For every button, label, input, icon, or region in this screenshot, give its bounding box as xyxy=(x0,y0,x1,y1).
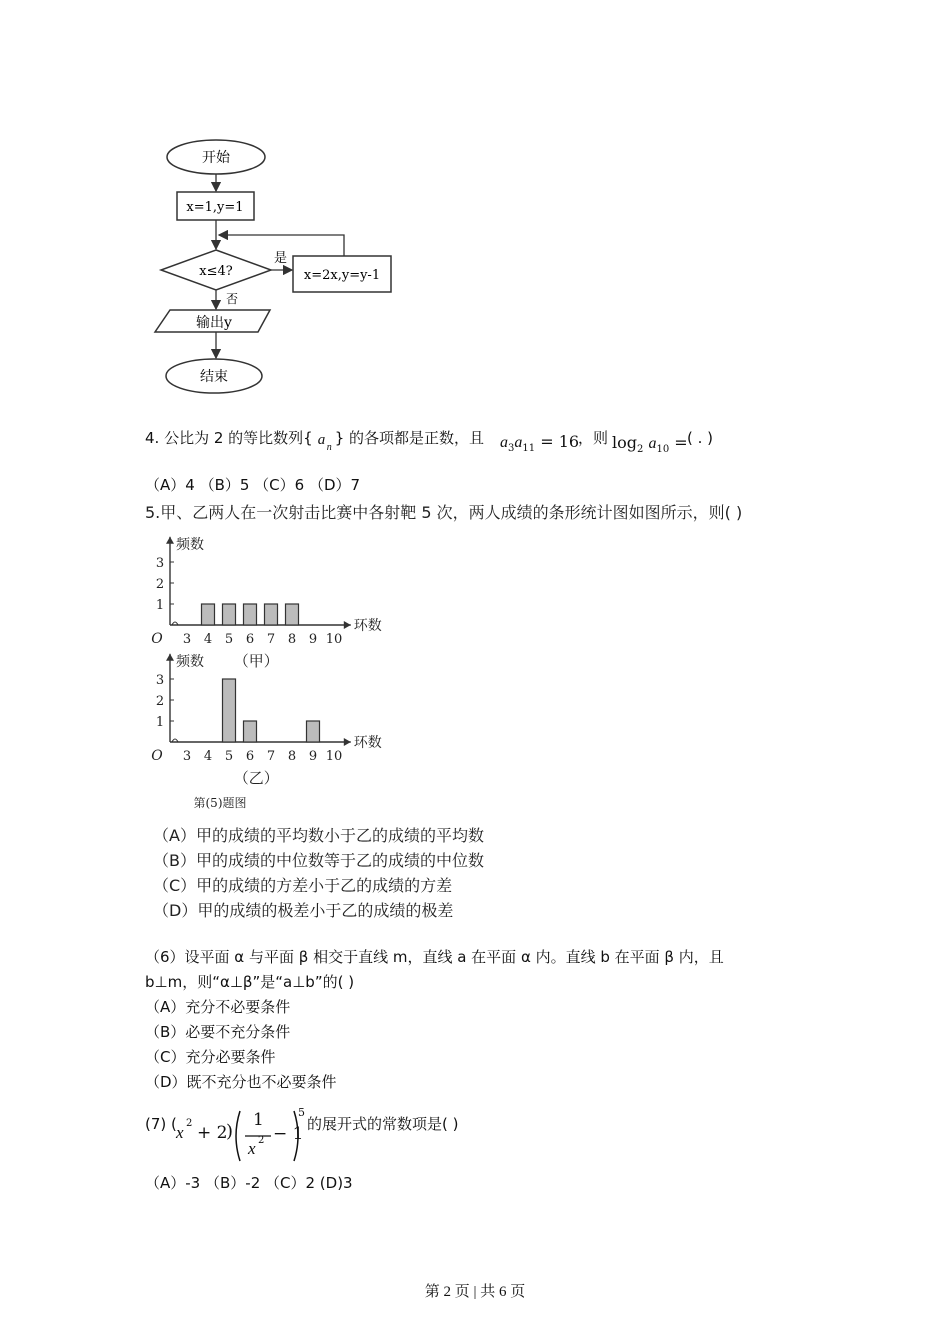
chart-1-ytick-label: 2 xyxy=(155,694,165,709)
q7-num: 1 xyxy=(253,1110,264,1130)
q4-cond-a3: a xyxy=(500,434,508,451)
chart-1-ytick-label: 3 xyxy=(155,673,165,688)
chart-0-xtick-label: 10 xyxy=(325,632,343,647)
q4-stem-a: 4. 公比为 2 的等比数列{ xyxy=(145,429,313,447)
chart-0-y-arrow xyxy=(166,537,174,544)
q4-seq: a xyxy=(317,432,326,448)
q5-stem: 5.甲、乙两人在一次射击比赛中各射靶 5 次，两人成绩的条形统计图如图所示，则( ) xyxy=(145,503,743,522)
q4-options: （A）4 （B）5 （C）6 （D）7 xyxy=(145,476,361,494)
q4-cond-eq: = 16 xyxy=(540,432,580,451)
chart-0-xtick-label: 9 xyxy=(308,632,318,647)
chart-0-xlabel: 环数 xyxy=(353,618,382,634)
chart-0-xtick-label: 3 xyxy=(182,632,192,647)
q4-stem xyxy=(145,427,485,453)
q7-expression xyxy=(176,1106,306,1164)
chart-0-bar xyxy=(223,604,236,625)
chart-0-xtick-label: 7 xyxy=(266,632,276,647)
chart-1-xtick-label: 4 xyxy=(203,749,213,764)
q5-option-b: （B）甲的成绩的中位数等于乙的成绩的中位数 xyxy=(153,851,484,870)
chart-0-bar xyxy=(244,604,257,625)
page-footer: 第 2 页 | 共 6 页 xyxy=(424,1284,526,1300)
chart-1-xtick-label: 5 xyxy=(224,749,234,764)
chart-1-xtick-label: 7 xyxy=(266,749,276,764)
chart-0-ytick-label: 3 xyxy=(155,556,165,571)
chart-0-ytick-label: 2 xyxy=(155,577,165,592)
chart-1-xtick-label: 9 xyxy=(308,749,318,764)
flowchart-init-label: x=1,y=1 xyxy=(186,200,244,215)
chart-1-y-arrow xyxy=(166,654,174,661)
chart-0-ylabel: 频数 xyxy=(176,536,204,553)
q7-x: x xyxy=(176,1123,184,1142)
flowchart-condition-label: x≤4? xyxy=(199,264,233,279)
q6-line1: （6）设平面 α 与平面 β 相交于直线 m，直线 a 在平面 α 内。直线 b 在平面 β 内，且 xyxy=(145,948,724,966)
flowchart-process-label: x=2x,y=y-1 xyxy=(303,268,381,283)
q5-option-c: （C）甲的成绩的方差小于乙的成绩的方差 xyxy=(153,876,453,895)
q4-cond-sub3: 3 xyxy=(508,443,515,455)
q6-option-a: （A）充分不必要条件 xyxy=(145,998,291,1016)
q5-bar-charts xyxy=(140,525,410,815)
chart-1-x-arrow xyxy=(344,738,351,746)
q5-figure-caption: 第(5)题图 xyxy=(193,796,247,810)
q4-paren: ( . ) xyxy=(687,429,714,447)
q7-minus1: − 1 xyxy=(273,1124,304,1144)
chart-1-xtick-label: 3 xyxy=(182,749,192,764)
q4-seq-sub: n xyxy=(326,442,332,453)
q7-den-x: x xyxy=(248,1139,256,1158)
q5-option-d: （D）甲的成绩的极差小于乙的成绩的极差 xyxy=(153,901,454,920)
q7-den-exp: 2 xyxy=(258,1135,265,1146)
q4-log-base: 2 xyxy=(637,444,644,456)
q7-suffix: 的展开式的常数项是( ) xyxy=(307,1115,459,1133)
q4-then: ，则 xyxy=(578,429,609,447)
q4-log-sub: 10 xyxy=(656,444,670,456)
q4-log-a: a xyxy=(648,435,657,452)
q4-condition xyxy=(500,432,579,454)
flowchart-yes-label: 是 xyxy=(274,251,288,266)
q6-line2: b⊥m，则“α⊥β”是“a⊥b”的( ) xyxy=(145,973,355,991)
q4-cond-sub11: 11 xyxy=(522,443,536,455)
q7-plus2: + 2 xyxy=(197,1123,228,1143)
q4-stem-b: } 的各项都是正数，且 xyxy=(334,429,485,447)
chart-0-xtick-label: 8 xyxy=(287,632,297,647)
chart-0-bar xyxy=(286,604,299,625)
chart-0-bar xyxy=(202,604,215,625)
chart-0-xtick-label: 5 xyxy=(224,632,234,647)
q6-option-d: （D）既不充分也不必要条件 xyxy=(145,1073,337,1091)
q4-log-eq: = xyxy=(674,433,688,452)
chart-0-title: （甲） xyxy=(233,652,279,670)
chart-1-title: （乙） xyxy=(233,769,279,787)
q7-prefix: (7) ( xyxy=(145,1115,177,1133)
chart-0-origin: O xyxy=(151,631,163,647)
q4-log-word: log xyxy=(612,433,637,452)
q7-close-paren: ) xyxy=(226,1121,234,1142)
chart-1-ylabel: 频数 xyxy=(176,653,204,670)
q5-option-a: （A）甲的成绩的平均数小于乙的成绩的平均数 xyxy=(153,826,484,845)
q4-log xyxy=(612,433,688,455)
q7-x-exp: 2 xyxy=(186,1118,193,1129)
q6-option-b: （B）必要不充分条件 xyxy=(145,1023,291,1041)
chart-1-ytick-label: 1 xyxy=(155,715,165,730)
chart-1-bar xyxy=(307,721,320,742)
q6-option-c: （C）充分必要条件 xyxy=(145,1048,276,1066)
chart-1-origin: O xyxy=(151,748,163,764)
chart-1-xtick-label: 8 xyxy=(287,749,297,764)
chart-0-ytick-label: 1 xyxy=(155,598,165,613)
flowchart-end-label: 结束 xyxy=(200,369,228,385)
chart-1-bar xyxy=(244,721,257,742)
chart-1-xlabel: 环数 xyxy=(353,735,382,751)
chart-0-xtick-label: 4 xyxy=(203,632,213,647)
q7-options: （A）-3 （B）-2 （C）2 (D)3 xyxy=(145,1174,353,1192)
chart-0-xtick-label: 6 xyxy=(245,632,255,647)
flowchart-start-label: 开始 xyxy=(202,150,230,166)
flowchart xyxy=(150,125,410,405)
chart-1-xtick-label: 10 xyxy=(325,749,343,764)
flowchart-output-label: 输出y xyxy=(196,315,232,331)
flowchart-no-label: 否 xyxy=(226,292,239,306)
chart-0-bar xyxy=(265,604,278,625)
chart-1-xtick-label: 6 xyxy=(245,749,255,764)
chart-1-bar xyxy=(223,679,236,742)
q4-cond-a11: a xyxy=(514,434,523,451)
chart-0-x-arrow xyxy=(344,621,351,629)
q7-power: 5 xyxy=(298,1106,305,1119)
